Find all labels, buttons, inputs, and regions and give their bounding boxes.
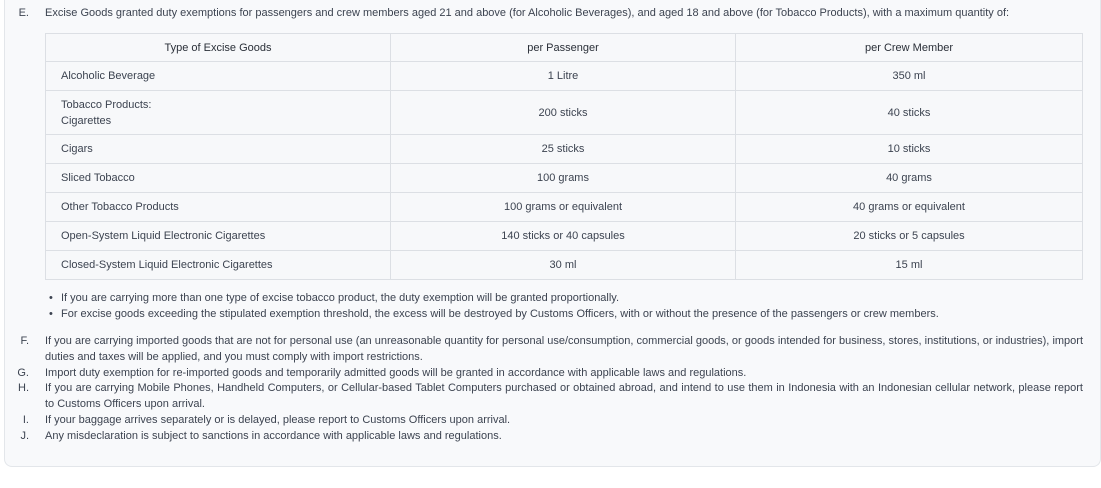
cell-passenger: 200 sticks: [391, 91, 736, 135]
cell-type: Other Tobacco Products: [46, 193, 391, 222]
cell-type: Sliced Tobacco: [46, 164, 391, 193]
cell-type-line: Tobacco Products:: [61, 98, 152, 111]
cell-passenger: 100 grams or equivalent: [391, 193, 736, 222]
column-header-type: Type of Excise Goods: [46, 34, 391, 62]
table-row: [46, 164, 1083, 193]
column-header-per-crew: per Crew Member: [736, 34, 1083, 62]
list-item-label: I.: [22, 413, 29, 426]
list-item-g: [5, 366, 1095, 382]
note-text: If you are carrying more than one type of excise tobacco product, the duty exemption will be granted proportionally.: [61, 292, 620, 304]
list-item-text: Excise Goods granted duty exemptions for passengers and crew members aged 21 and above (for Alcoholic Beverages), and aged 18 and above (for Tobacco Products), with a maximum quantity of:: [45, 7, 1010, 19]
column-header-per-passenger: per Passenger: [391, 34, 736, 62]
list-item-f: [5, 334, 1095, 366]
cell-crew: 15 ml: [736, 251, 1083, 280]
list-item-label: F.: [20, 335, 29, 347]
table-row: [46, 62, 1083, 91]
cell-type: Alcoholic Beverage: [46, 62, 391, 91]
cell-crew: 40 grams or equivalent: [736, 193, 1083, 222]
excise-goods-table: [45, 33, 1083, 280]
cell-type: [46, 91, 391, 135]
table-row: [46, 222, 1083, 251]
content-card: [4, 0, 1101, 467]
list-item-label: G.: [17, 366, 29, 379]
table-row: [46, 135, 1083, 164]
list-item-label: H.: [18, 382, 29, 395]
cell-crew: 40 sticks: [736, 91, 1083, 135]
cell-type-subline: Cigarettes: [61, 114, 112, 127]
cell-type: Cigars: [46, 135, 391, 164]
list-item-h: [5, 381, 1095, 413]
note-item: [45, 290, 1085, 306]
lettered-list: [5, 334, 1095, 445]
cell-crew: 350 ml: [736, 62, 1083, 91]
bullet-icon: •: [49, 292, 53, 304]
cell-crew: 10 sticks: [736, 135, 1083, 164]
table-header-row: [46, 34, 1083, 62]
cell-crew: 20 sticks or 5 capsules: [736, 222, 1083, 251]
cell-passenger: 30 ml: [391, 251, 736, 280]
cell-passenger: 100 grams: [391, 164, 736, 193]
note-text: For excise goods exceeding the stipulated exemption threshold, the excess will be destroyed by Customs Officers, with or without the presence of the passengers or crew members.: [61, 308, 939, 320]
notes-list: [45, 290, 1085, 322]
table-row: [46, 193, 1083, 222]
list-item-text: If you are carrying imported goods that are not for personal use (an unreasonable quantity for personal use/consumption, commercial goods, or goods intended for business, stores, institutions, or industries), import duties and taxes will be applied, and you must comply with import restrictions.: [45, 335, 1083, 363]
cell-passenger: 25 sticks: [391, 135, 736, 164]
list-item-text: If you are carrying Mobile Phones, Handheld Computers, or Cellular-based Tablet Computers purchased or obtained abroad, and intend to use them in Indonesia with an Indonesian cellular network, please report to Customs Officers upon arrival.: [45, 382, 1083, 411]
bullet-icon: •: [49, 308, 53, 320]
list-item-i: [5, 413, 1095, 429]
list-item-text: Any misdeclaration is subject to sanctions in accordance with applicable laws and regulations.: [45, 429, 502, 442]
list-item-label: J.: [20, 429, 29, 442]
cell-type: Open-System Liquid Electronic Cigarettes: [46, 222, 391, 251]
cell-crew: 40 grams: [736, 164, 1083, 193]
list-item-text: If your baggage arrives separately or is delayed, please report to Customs Officers upon arrival.: [45, 413, 511, 426]
table-row: [46, 251, 1083, 280]
cell-passenger: 140 sticks or 40 capsules: [391, 222, 736, 251]
table-row: [46, 91, 1083, 135]
note-item: [45, 306, 1085, 322]
cell-passenger: 1 Litre: [391, 62, 736, 91]
cell-type: Closed-System Liquid Electronic Cigarettes: [46, 251, 391, 280]
list-item-j: [5, 429, 1095, 445]
list-item-text: Import duty exemption for re-imported goods and temporarily admitted goods will be granted in accordance with applicable laws and regulations.: [45, 366, 747, 379]
list-item-label: E.: [18, 7, 29, 19]
